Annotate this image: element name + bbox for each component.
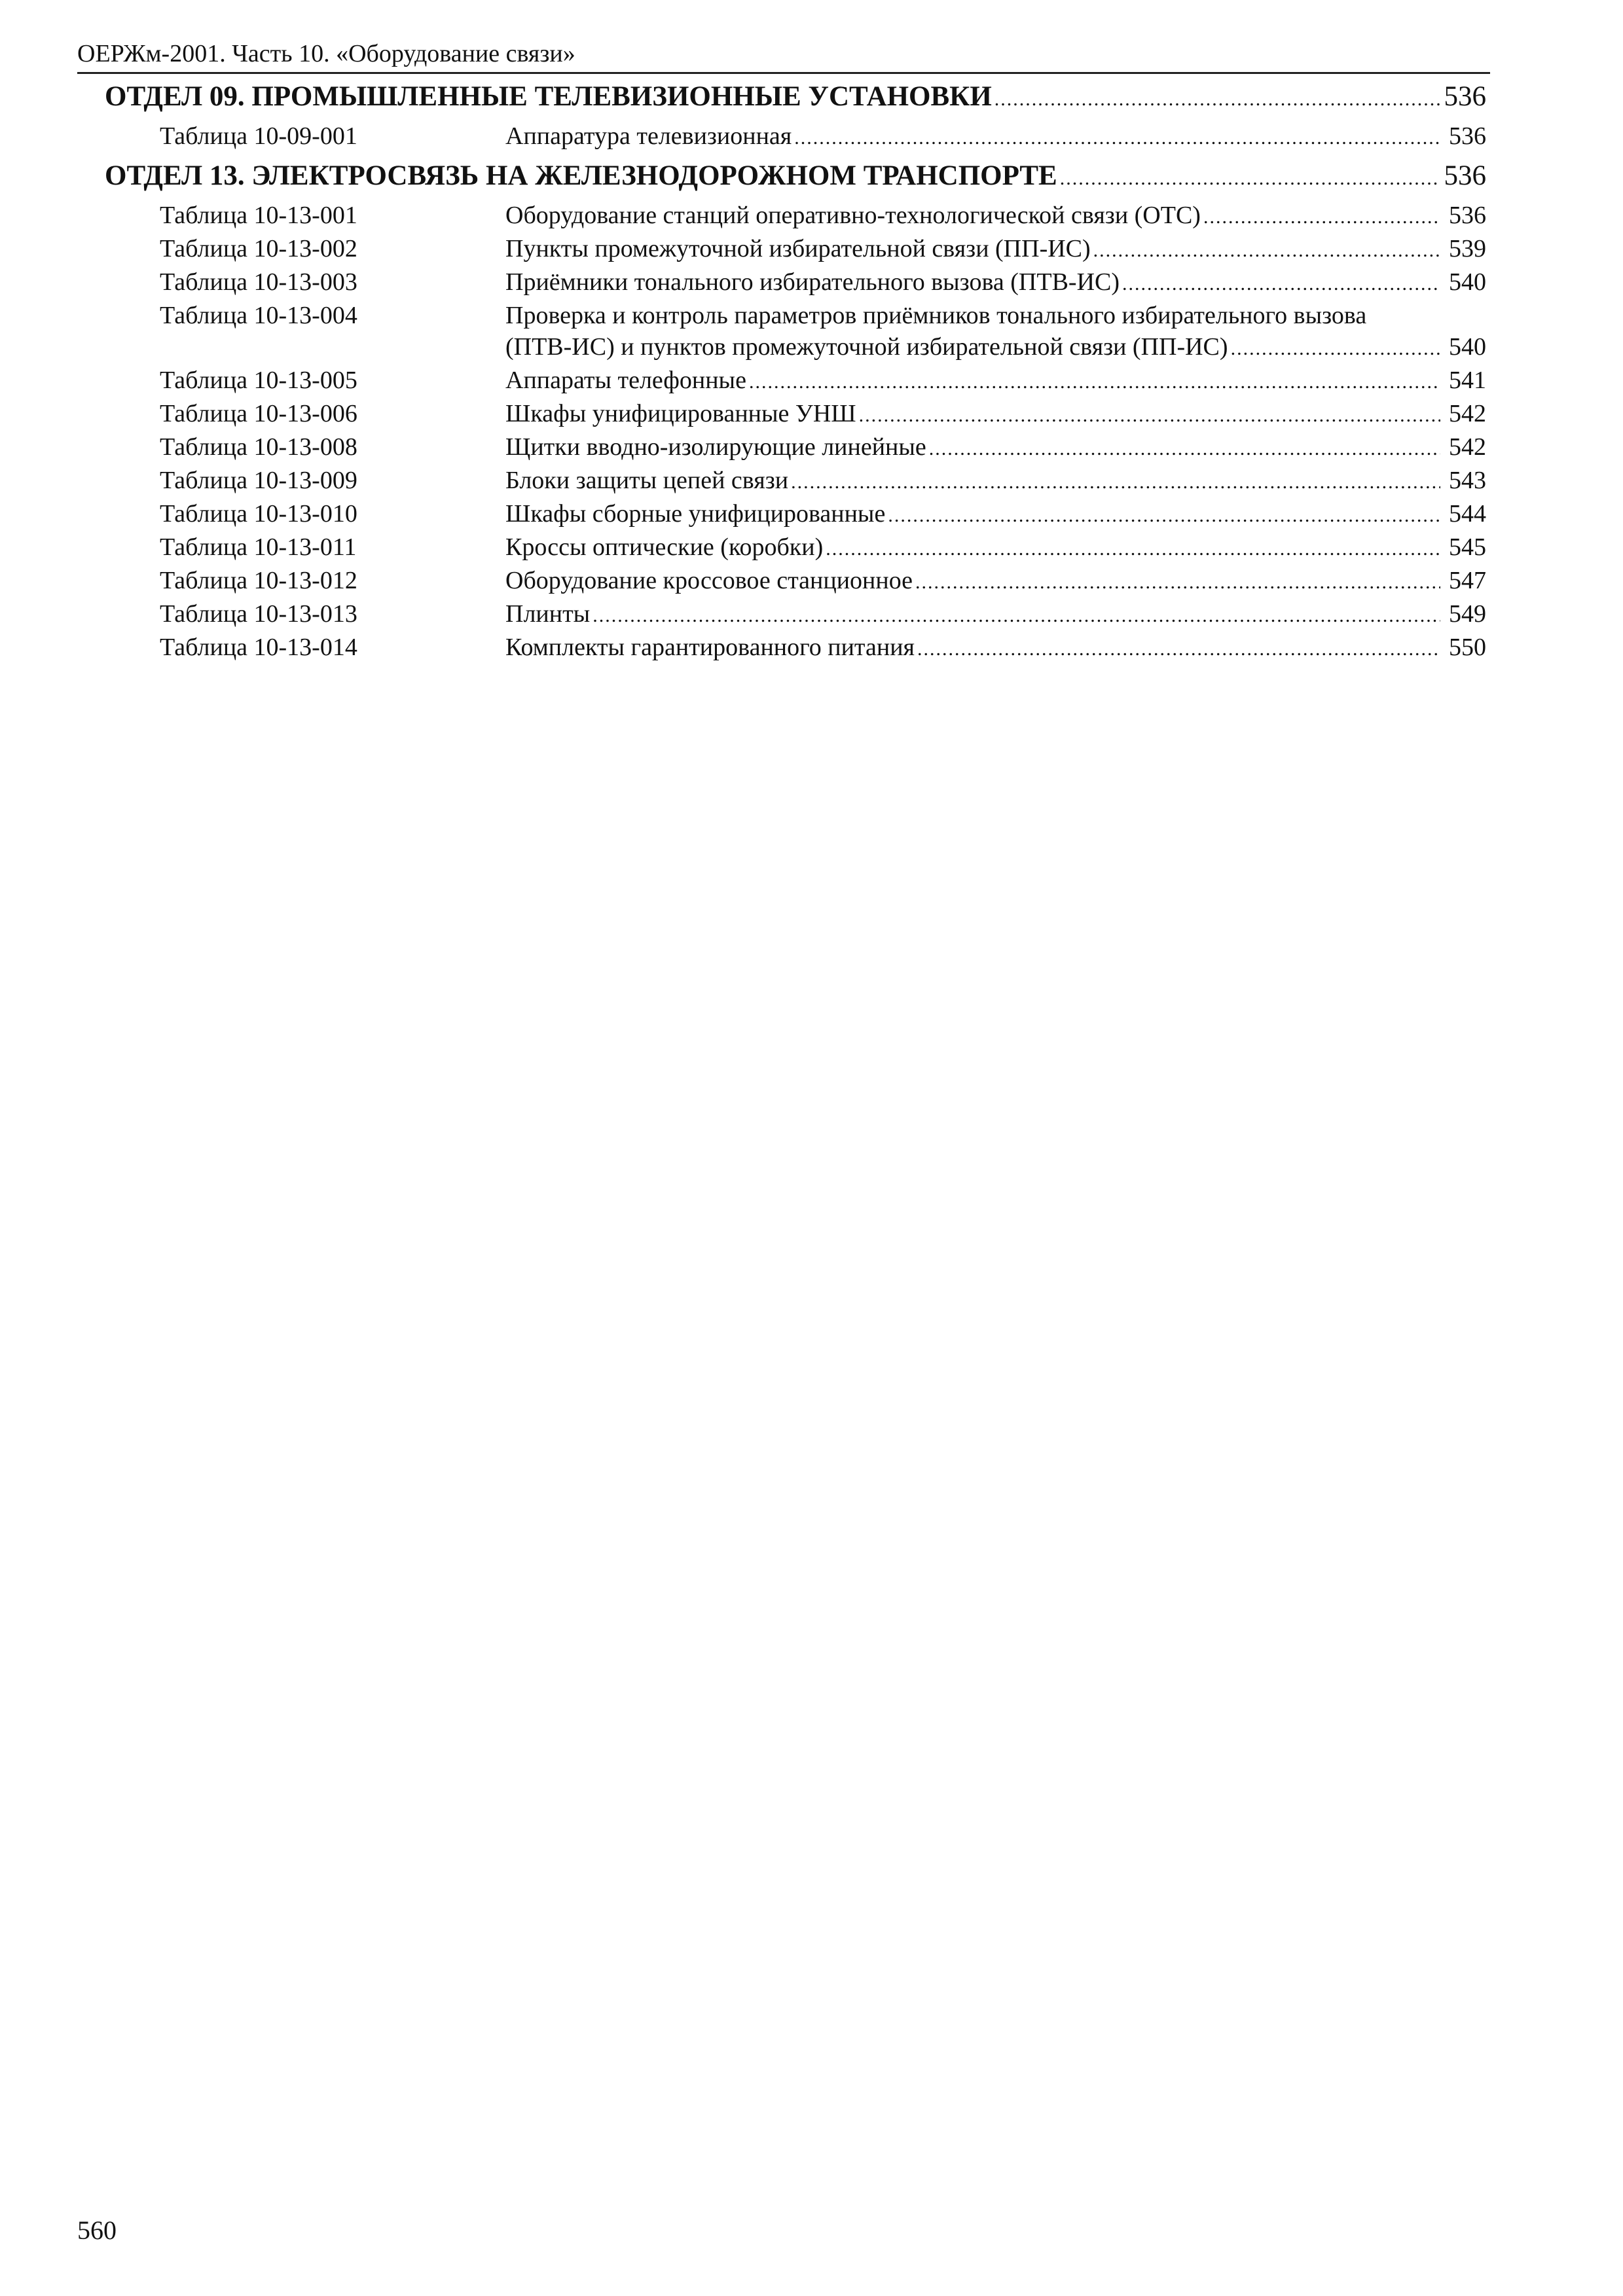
table-number: Таблица 10-13-001 xyxy=(160,202,357,229)
toc-row-10-13-013[interactable] xyxy=(105,598,1486,632)
table-page: 545 xyxy=(1449,533,1486,561)
table-title: Шкафы унифицированные УНШ xyxy=(505,400,856,427)
table-page: 536 xyxy=(1449,202,1486,229)
table-number: Таблица 10-13-010 xyxy=(160,500,357,528)
table-title: Щитки вводно-изолирующие линейные xyxy=(505,433,926,461)
table-number: Таблица 10-13-014 xyxy=(160,634,357,661)
leader-dots xyxy=(749,365,1440,398)
table-title: Кроссы оптические (коробки) xyxy=(505,533,824,561)
section-09-entry[interactable] xyxy=(105,76,1486,120)
table-number: Таблица 10-13-006 xyxy=(160,400,357,427)
leader-dots xyxy=(1122,266,1440,300)
leader-dots xyxy=(1231,331,1440,365)
table-number: Таблица 10-13-012 xyxy=(160,567,357,594)
toc-row-10-13-014[interactable] xyxy=(105,632,1486,665)
toc-row-10-13-003[interactable] xyxy=(105,266,1486,300)
header-rule xyxy=(77,72,1490,74)
toc-row-10-09-001[interactable] xyxy=(105,120,1486,154)
table-page: 540 xyxy=(1449,333,1486,361)
section-title: ОТДЕЛ 09. ПРОМЫШЛЕННЫЕ ТЕЛЕВИЗИОННЫЕ УСТАНОВКИ xyxy=(105,81,992,112)
page-number: 560 xyxy=(77,2215,117,2245)
leader-dots xyxy=(1060,155,1440,200)
leader-dots xyxy=(994,76,1440,120)
table-title-line-1: Проверка и контроль параметров приёмников тонального избирательного вызова xyxy=(505,302,1367,329)
table-page: 541 xyxy=(1449,367,1486,394)
table-title: Блоки защиты цепей связи xyxy=(505,467,789,494)
toc-row-10-13-002[interactable] xyxy=(105,233,1486,266)
toc-row-10-13-006[interactable] xyxy=(105,398,1486,431)
table-page: 547 xyxy=(1449,567,1486,594)
leader-dots xyxy=(929,431,1440,465)
table-number: Таблица 10-13-002 xyxy=(160,235,357,262)
table-title: Аппаратура телевизионная xyxy=(505,122,792,150)
table-page: 542 xyxy=(1449,400,1486,427)
table-title: Комплекты гарантированного питания xyxy=(505,634,915,661)
table-page: 550 xyxy=(1449,634,1486,661)
leader-dots xyxy=(859,398,1440,431)
toc-row-10-13-001[interactable] xyxy=(105,200,1486,233)
section-title: ОТДЕЛ 13. ЭЛЕКТРОСВЯЗЬ НА ЖЕЛЕЗНОДОРОЖНОМ ТРАНСПОРТЕ xyxy=(105,160,1057,191)
table-page: 542 xyxy=(1449,433,1486,461)
toc-row-10-13-004[interactable] xyxy=(105,300,1486,365)
table-page: 543 xyxy=(1449,467,1486,494)
leader-dots xyxy=(917,632,1440,665)
table-title: Пункты промежуточной избирательной связи (ПП-ИС) xyxy=(505,235,1091,262)
leader-dots xyxy=(1093,233,1440,266)
toc-row-10-13-011[interactable] xyxy=(105,531,1486,565)
toc-row-10-13-012[interactable] xyxy=(105,565,1486,598)
table-page: 536 xyxy=(1449,122,1486,150)
section-page: 536 xyxy=(1444,160,1486,191)
table-title: Шкафы сборные унифицированные xyxy=(505,500,886,528)
section-13-entry[interactable] xyxy=(105,155,1486,200)
running-header: ОЕРЖм-2001. Часть 10. «Оборудование связи» xyxy=(77,40,575,67)
leader-dots xyxy=(794,120,1440,154)
table-page: 544 xyxy=(1449,500,1486,528)
toc-row-10-13-010[interactable] xyxy=(105,498,1486,531)
section-page: 536 xyxy=(1444,81,1486,112)
table-of-contents xyxy=(105,76,1486,665)
table-page: 539 xyxy=(1449,235,1486,262)
table-number: Таблица 10-13-003 xyxy=(160,268,357,296)
toc-row-10-13-005[interactable] xyxy=(105,365,1486,398)
leader-dots xyxy=(888,498,1440,531)
table-title-line-2: (ПТВ-ИС) и пунктов промежуточной избирательной связи (ПП-ИС) xyxy=(505,333,1228,361)
table-page: 540 xyxy=(1449,268,1486,296)
leader-dots xyxy=(915,565,1440,598)
table-title: Оборудование станций оперативно-технологической связи (ОТС) xyxy=(505,202,1201,229)
table-title: Приёмники тонального избирательного вызова (ПТВ-ИС) xyxy=(505,268,1120,296)
leader-dots xyxy=(826,531,1440,565)
table-title: Аппараты телефонные xyxy=(505,367,746,394)
table-number: Таблица 10-13-008 xyxy=(160,433,357,461)
table-number: Таблица 10-13-004 xyxy=(160,302,357,329)
table-number: Таблица 10-09-001 xyxy=(160,122,357,150)
toc-row-10-13-008[interactable] xyxy=(105,431,1486,465)
table-number: Таблица 10-13-005 xyxy=(160,367,357,394)
leader-dots xyxy=(791,465,1440,498)
table-page: 549 xyxy=(1449,600,1486,628)
table-number: Таблица 10-13-009 xyxy=(160,467,357,494)
toc-row-10-13-009[interactable] xyxy=(105,465,1486,498)
leader-dots xyxy=(593,598,1440,632)
table-number: Таблица 10-13-011 xyxy=(160,533,357,561)
table-number: Таблица 10-13-013 xyxy=(160,600,357,628)
leader-dots xyxy=(1203,200,1440,233)
table-title: Плинты xyxy=(505,600,591,628)
table-title: Оборудование кроссовое станционное xyxy=(505,567,913,594)
